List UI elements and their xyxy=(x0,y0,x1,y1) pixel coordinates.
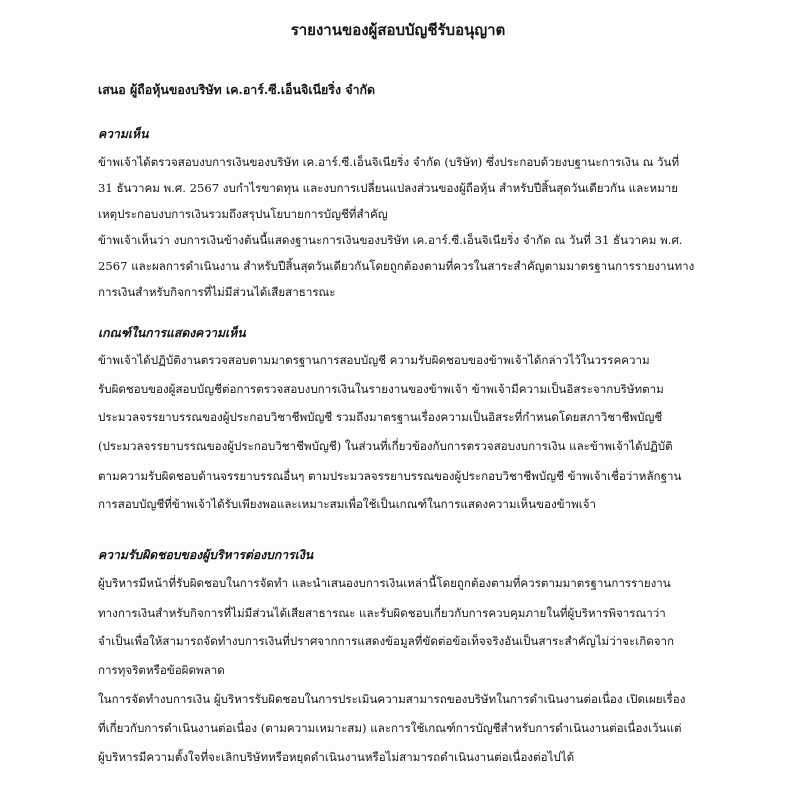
management-paragraph-line: การทุจริตหรือข้อผิดพลาด xyxy=(98,663,225,677)
report-addressee: เสนอ ผู้ถือหุ้นของบริษัท เค.อาร์.ซี.เอ็นจิเนียริ่ง จำกัด xyxy=(98,82,376,97)
management-paragraph-line: ทางการเงินสำหรับกิจการที่ไม่มีส่วนได้เสียสาธารณะ และรับผิดชอบเกี่ยวกับการควบคุมภายในที่ผู้บริหารพิจารณาว่า xyxy=(98,606,666,620)
basis-paragraph-line: การสอบบัญชีที่ข้าพเจ้าได้รับเพียงพอและเหมาะสมเพื่อใช้เป็นเกณฑ์ในการแสดงความเห็นของข้าพเจ้า xyxy=(98,497,596,511)
opinion-paragraph-line: เหตุประกอบงบการเงินรวมถึงสรุปนโยบายการบัญชีที่สำคัญ xyxy=(98,207,388,221)
opinion-paragraph-line: ข้าพเจ้าได้ตรวจสอบงบการเงินของบริษัท เค.อาร์.ซี.เอ็นจิเนียริ่ง จำกัด (บริษัท) ซึ่งประกอบด้วยงบฐานะการเงิน ณ วันที่ xyxy=(98,155,680,169)
management-paragraph-line: ผู้บริหารมีหน้าที่รับผิดชอบในการจัดทำ และนำเสนองบการเงินเหล่านี้โดยถูกต้องตามที่ควรตามมาตรฐานการรายงาน xyxy=(98,576,671,590)
opinion-paragraph-line: การเงินสำหรับกิจการที่ไม่มีส่วนได้เสียสาธารณะ xyxy=(98,285,336,299)
management-paragraph-line: ผู้บริหารมีความตั้งใจที่จะเลิกบริษัทหรือหยุดดำเนินงานหรือไม่สามารถดำเนินงานต่อเนื่องต่อไปได้ xyxy=(98,750,575,764)
management-paragraph-line: ในการจัดทำงบการเงิน ผู้บริหารรับผิดชอบในการประเมินความสามารถของบริษัทในการดำเนินงานต่อเนื่อง เปิดเผยเรื่อง xyxy=(98,692,686,706)
opinion-paragraph-line: 31 ธันวาคม พ.ศ. 2567 งบกำไรขาดทุน และงบการเปลี่ยนแปลงส่วนของผู้ถือหุ้น สำหรับปีสิ้นสุดวันเดียวกัน และหมาย xyxy=(98,181,679,195)
report-title: รายงานของผู้สอบบัญชีรับอนุญาต xyxy=(290,21,506,39)
basis-paragraph-line: ข้าพเจ้าได้ปฏิบัติงานตรวจสอบตามมาตรฐานการสอบบัญชี ความรับผิดชอบของข้าพเจ้าได้กล่าวไว้ในวรรคความ xyxy=(98,353,650,367)
basis-paragraph-line: (ประมวลจรรยาบรรณของผู้ประกอบวิชาชีพบัญชี) ในส่วนที่เกี่ยวข้องกับการตรวจสอบงบการเงิน และข้าพเจ้าได้ปฏิบัติ xyxy=(98,439,673,453)
opinion-paragraph-line: ข้าพเจ้าเห็นว่า งบการเงินข้างต้นนี้แสดงฐานะการเงินของบริษัท เค.อาร์.ซี.เอ็นจิเนียริ่ง จำกัด ณ วันที่ 31 ธันวาคม พ.ศ. xyxy=(98,233,683,247)
management-paragraph-line: ที่เกี่ยวกับการดำเนินงานต่อเนื่อง (ตามความเหมาะสม) และการใช้เกณฑ์การบัญชีสำหรับการดำเนินงานต่อเนื่องเว้นแต่ xyxy=(98,721,682,735)
basis-paragraph-line: ประมวลจรรยาบรรณของผู้ประกอบวิชาชีพบัญชี รวมถึงมาตรฐานเรื่องความเป็นอิสระที่กำหนดโดยสภาวิชาชีพบัญชี xyxy=(98,410,663,424)
section-heading-basis-for-opinion: เกณฑ์ในการแสดงความเห็น xyxy=(98,326,246,340)
section-heading-opinion: ความเห็น xyxy=(98,127,149,141)
basis-paragraph-line: ตามความรับผิดชอบด้านจรรยาบรรณอื่นๆ ตามประมวลจรรยาบรรณของผู้ประกอบวิชาชีพบัญชี ข้าพเจ้าเชื่อว่าหลักฐาน xyxy=(98,469,682,483)
basis-paragraph-line: รับผิดชอบของผู้สอบบัญชีต่อการตรวจสอบงบการเงินในรายงานของข้าพเจ้า ข้าพเจ้ามีความเป็นอิสระจากบริษัทตาม xyxy=(98,382,664,396)
management-paragraph-line: จำเป็นเพื่อให้สามารถจัดทำงบการเงินที่ปราศจากการแสดงข้อมูลที่ขัดต่อข้อเท็จจริงอันเป็นสาระสำคัญไม่ว่าจะเกิดจาก xyxy=(98,634,675,648)
opinion-paragraph-line: 2567 และผลการดำเนินงาน สำหรับปีสิ้นสุดวันเดียวกันโดยถูกต้องตามที่ควรในสาระสำคัญตามมาตรฐานการรายงานทาง xyxy=(98,259,695,273)
section-heading-management-responsibility: ความรับผิดชอบของผู้บริหารต่องบการเงิน xyxy=(98,548,314,562)
